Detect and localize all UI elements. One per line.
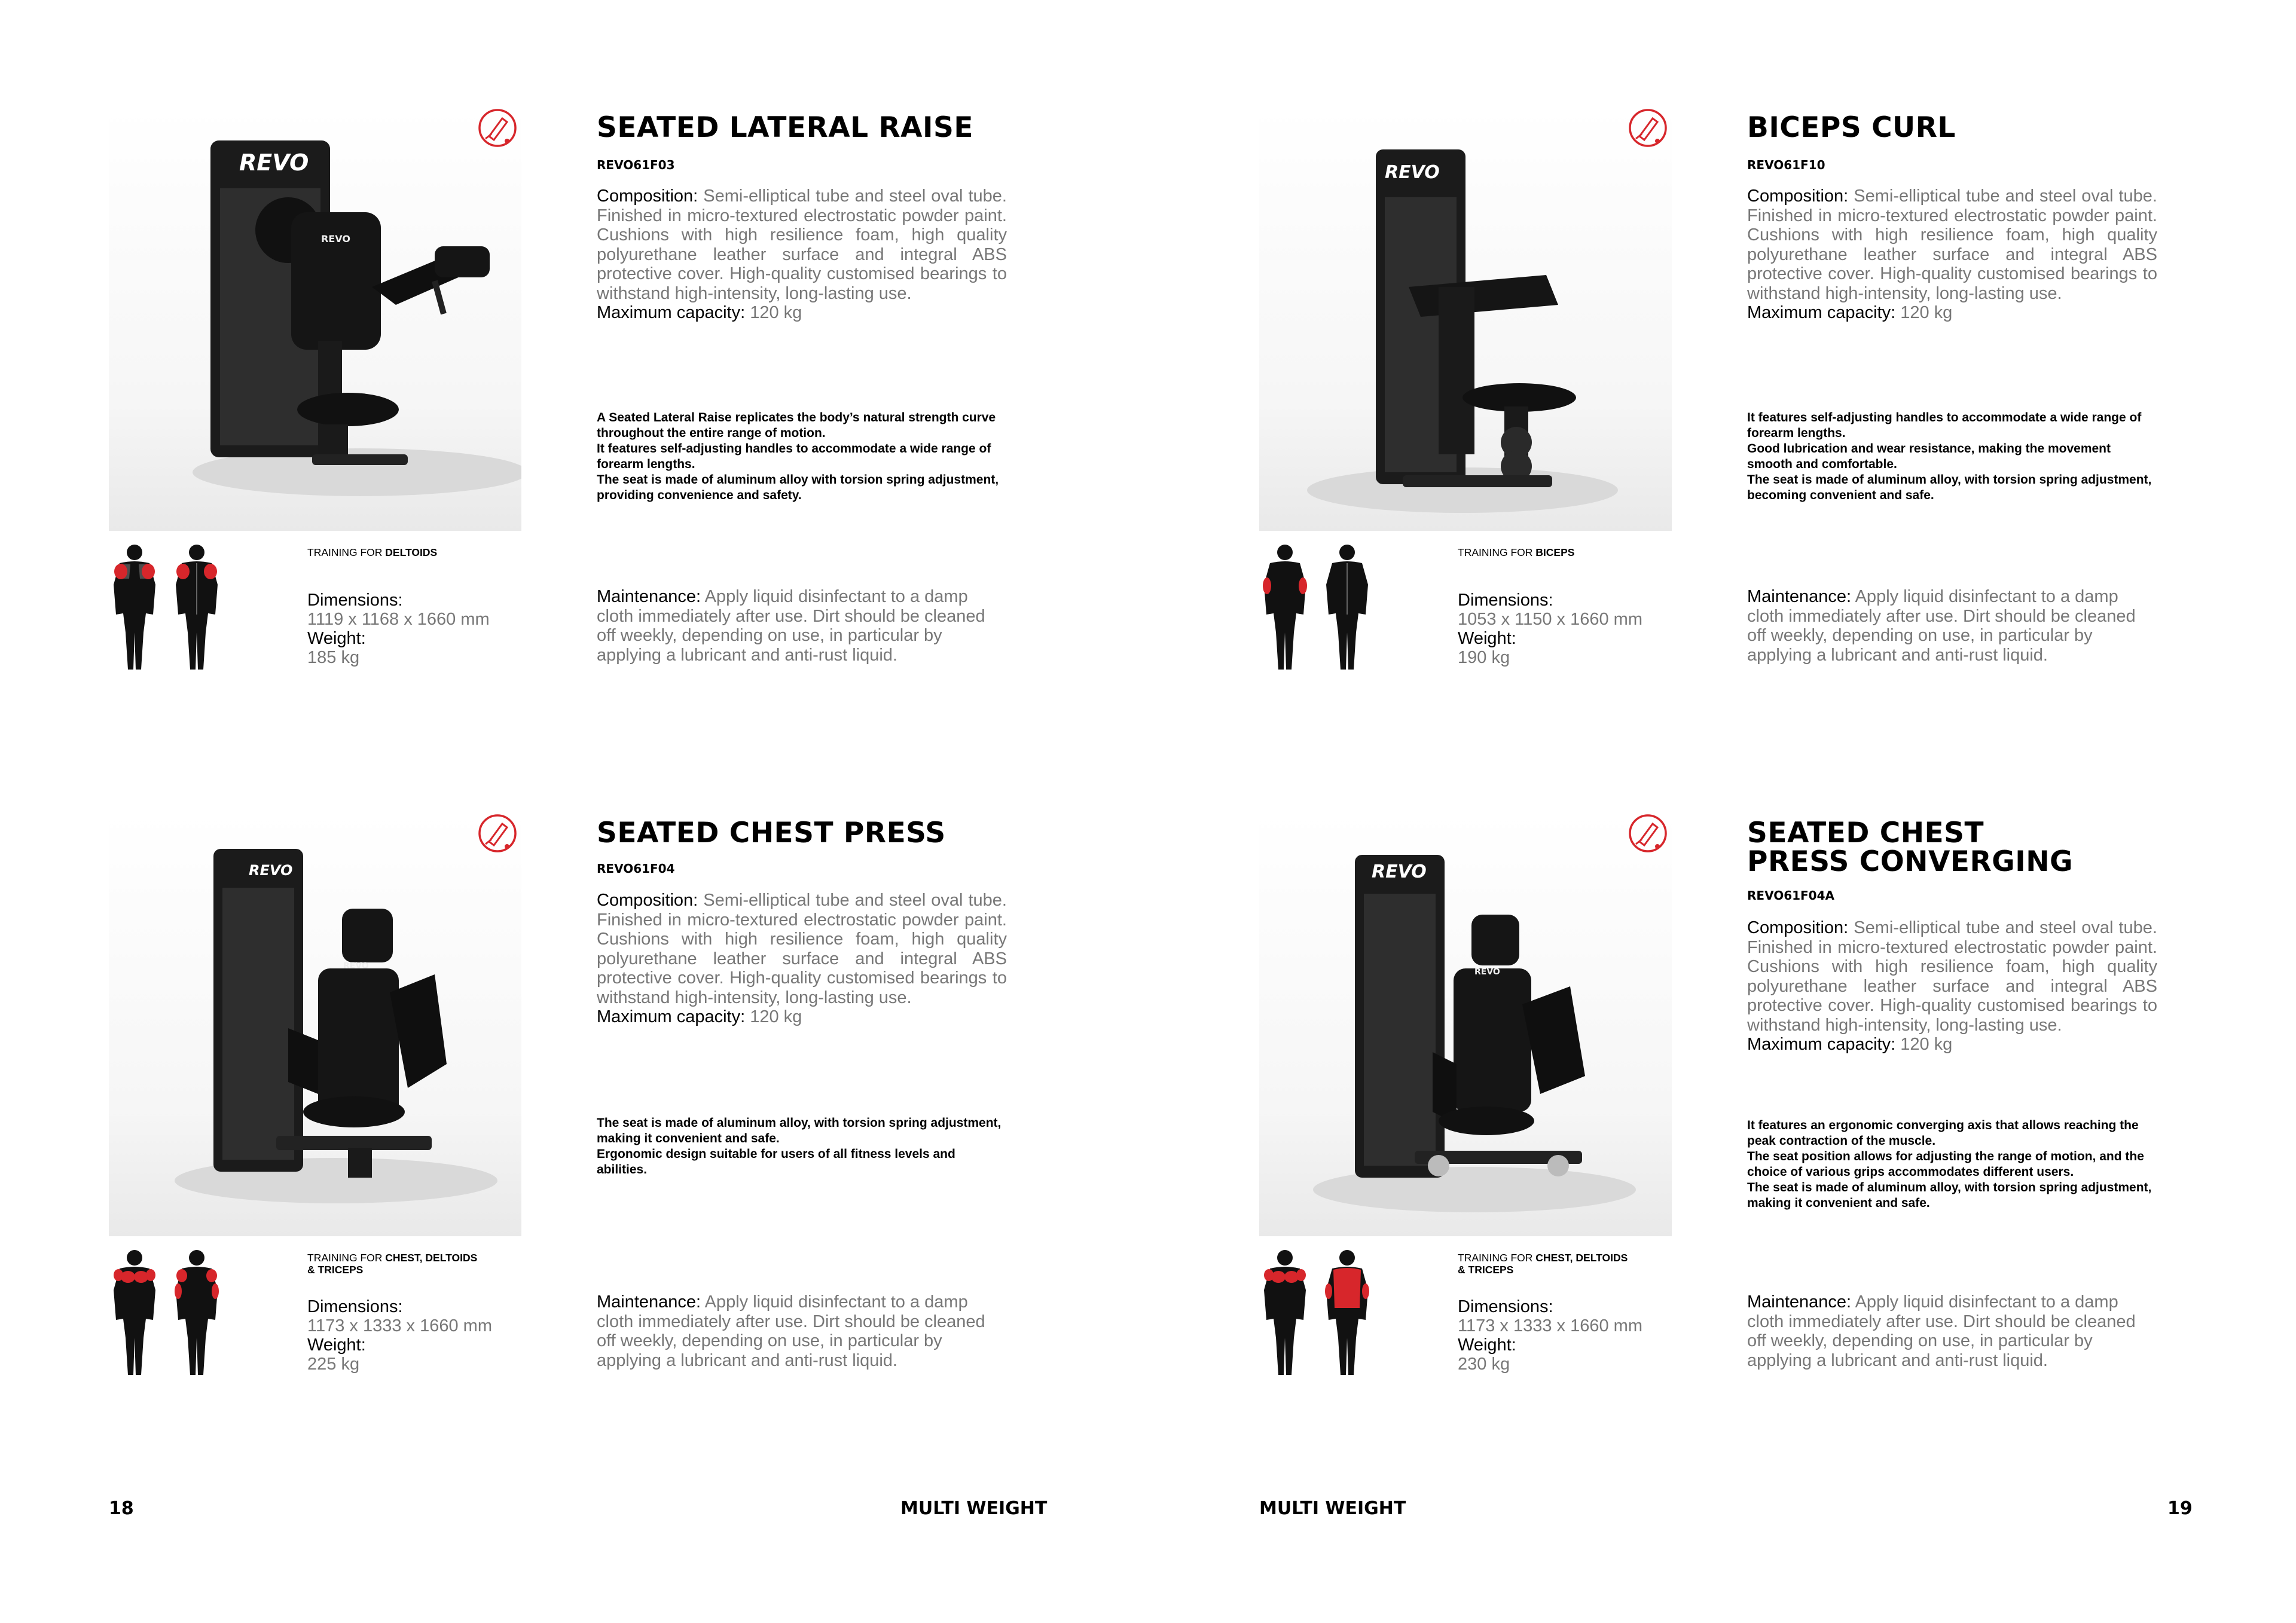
section-title-left: MULTI WEIGHT <box>900 1498 1048 1519</box>
dimensions-block: Dimensions: 1053 x 1150 x 1660 mm Weight: 190 kg <box>1458 591 1642 667</box>
product-title: SEATED CHEST PRESS <box>597 817 946 849</box>
training-target: TRAINING FOR BICEPS <box>1458 546 1575 558</box>
product-photo-seated-chest-press <box>109 813 521 1236</box>
product-photo-biceps-curl <box>1259 108 1672 531</box>
feature-list: It features self-adjusting handles to accommodate a wide range of forearm lengths. Good lubrication and wear resistance, making the movement smooth and comfortable. The seat is made of aluminum alloy, with torsion spring adjustment, becoming convenient and safe. <box>1747 411 2152 502</box>
product-photo-seated-chest-press-converging <box>1259 813 1672 1236</box>
custom-upholstery-icon <box>1626 106 1669 149</box>
product-code: REVO61F04 <box>597 861 675 876</box>
svg-text:REVO: REVO <box>343 961 369 971</box>
product-code: REVO61F03 <box>597 158 675 172</box>
muscle-back-icon <box>170 1248 224 1377</box>
section-title-right: MULTI WEIGHT <box>1259 1498 1406 1519</box>
feature-list: The seat is made of aluminum alloy, with torsion spring adjustment, making it convenient and safe. Ergonomic design suitable for users of all fitness levels and abilities. <box>597 1116 1002 1176</box>
machine-illustration <box>109 108 521 531</box>
product-code: REVO61F04A <box>1747 888 1834 903</box>
custom-upholstery-icon <box>1626 812 1669 855</box>
training-target: TRAINING FOR CHEST, DELTOIDS & TRICEPS <box>1458 1252 1628 1276</box>
muscle-front-icon <box>1258 543 1312 672</box>
page-number-right: 19 <box>2167 1498 2193 1519</box>
machine-illustration <box>1259 108 1672 531</box>
product-photo-seated-lateral-raise <box>109 108 521 531</box>
composition-text: Composition: Semi-elliptical tube and steel oval tube. Finished in micro-textured electrostatic powder paint. Cushions with high resilience foam, high quality polyurethane leather surface and integral ABS protective cover. High-quality customised bearings to withstand high-intensity, long-lasting use. Maximum capacity: 120 kg <box>597 891 1007 1026</box>
dimensions-block: Dimensions: 1173 x 1333 x 1660 mm Weight: 230 kg <box>1458 1297 1642 1374</box>
maintenance-text: Maintenance: Apply liquid disinfectant to a damp cloth immediately after use. Dirt should be cleaned off weekly, depending on use, in particular by applying a lubricant and anti-rust liquid. <box>597 587 985 665</box>
product-title: BICEPS CURL <box>1747 111 1956 144</box>
machine-illustration <box>109 813 521 1236</box>
svg-text:REVO: REVO <box>249 862 293 879</box>
custom-upholstery-icon <box>476 106 519 149</box>
product-title: SEATED CHEST PRESS CONVERGING <box>1747 817 2074 878</box>
svg-text:REVO: REVO <box>239 149 309 176</box>
svg-text:REVO: REVO <box>321 233 350 244</box>
muscle-front-icon <box>108 543 161 672</box>
machine-illustration <box>1259 813 1672 1236</box>
custom-upholstery-icon <box>476 812 519 855</box>
muscle-back-icon <box>170 543 224 672</box>
maintenance-text: Maintenance: Apply liquid disinfectant to a damp cloth immediately after use. Dirt should be cleaned off weekly, depending on use, in particular by applying a lubricant and anti-rust liquid. <box>1747 587 2136 665</box>
training-target: TRAINING FOR DELTOIDS <box>307 546 438 558</box>
dimensions-block: Dimensions: 1173 x 1333 x 1660 mm Weight: 225 kg <box>307 1297 492 1374</box>
composition-text: Composition: Semi-elliptical tube and steel oval tube. Finished in micro-textured electrostatic powder paint. Cushions with high resilience foam, high quality polyurethane leather surface and integral ABS protective cover. High-quality customised bearings to withstand high-intensity, long-lasting use. Maximum capacity: 120 kg <box>1747 918 2157 1054</box>
product-title: SEATED LATERAL RAISE <box>597 111 973 144</box>
composition-text: Composition: Semi-elliptical tube and steel oval tube. Finished in micro-textured electrostatic powder paint. Cushions with high resilience foam, high quality polyurethane leather surface and integral ABS protective cover. High-quality customised bearings to withstand high-intensity, long-lasting use. Maximum capacity: 120 kg <box>1747 187 2157 322</box>
maintenance-text: Maintenance: Apply liquid disinfectant to a damp cloth immediately after use. Dirt should be cleaned off weekly, depending on use, in particular by applying a lubricant and anti-rust liquid. <box>1747 1292 2136 1370</box>
product-code: REVO61F10 <box>1747 158 1825 172</box>
page-number-left: 18 <box>109 1498 134 1519</box>
maintenance-text: Maintenance: Apply liquid disinfectant to a damp cloth immediately after use. Dirt should be cleaned off weekly, depending on use, in particular by applying a lubricant and anti-rust liquid. <box>597 1292 985 1370</box>
feature-list: A Seated Lateral Raise replicates the body’s natural strength curve throughout the entire range of motion. It features self-adjusting handles to accommodate a wide range of forearm lengths. The seat is made of aluminum alloy with torsion spring adjustment, providing convenience and safety. <box>597 411 999 502</box>
muscle-back-icon <box>1320 1248 1374 1377</box>
feature-list: It features an ergonomic converging axis that allows reaching the peak contraction of the muscle. The seat position allows for adjusting the range of motion, and the choice of various grips accommodates different users. The seat is made of aluminum alloy, with torsion spring adjustment, making it convenient and safe. <box>1747 1118 2152 1210</box>
muscle-front-icon <box>108 1248 161 1377</box>
svg-text:REVO: REVO <box>1385 162 1440 183</box>
training-target: TRAINING FOR CHEST, DELTOIDS & TRICEPS <box>307 1252 478 1276</box>
muscle-front-icon <box>1258 1248 1312 1377</box>
dimensions-block: Dimensions: 1119 x 1168 x 1660 mm Weight: 185 kg <box>307 591 490 667</box>
svg-text:REVO: REVO <box>1372 861 1427 882</box>
composition-text: Composition: Semi-elliptical tube and steel oval tube. Finished in micro-textured electrostatic powder paint. Cushions with high resilience foam, high quality polyurethane leather surface and integral ABS protective cover. High-quality customised bearings to withstand high-intensity, long-lasting use. Maximum capacity: 120 kg <box>597 187 1007 322</box>
svg-text:REVO: REVO <box>1474 967 1500 977</box>
muscle-back-icon <box>1320 543 1374 672</box>
